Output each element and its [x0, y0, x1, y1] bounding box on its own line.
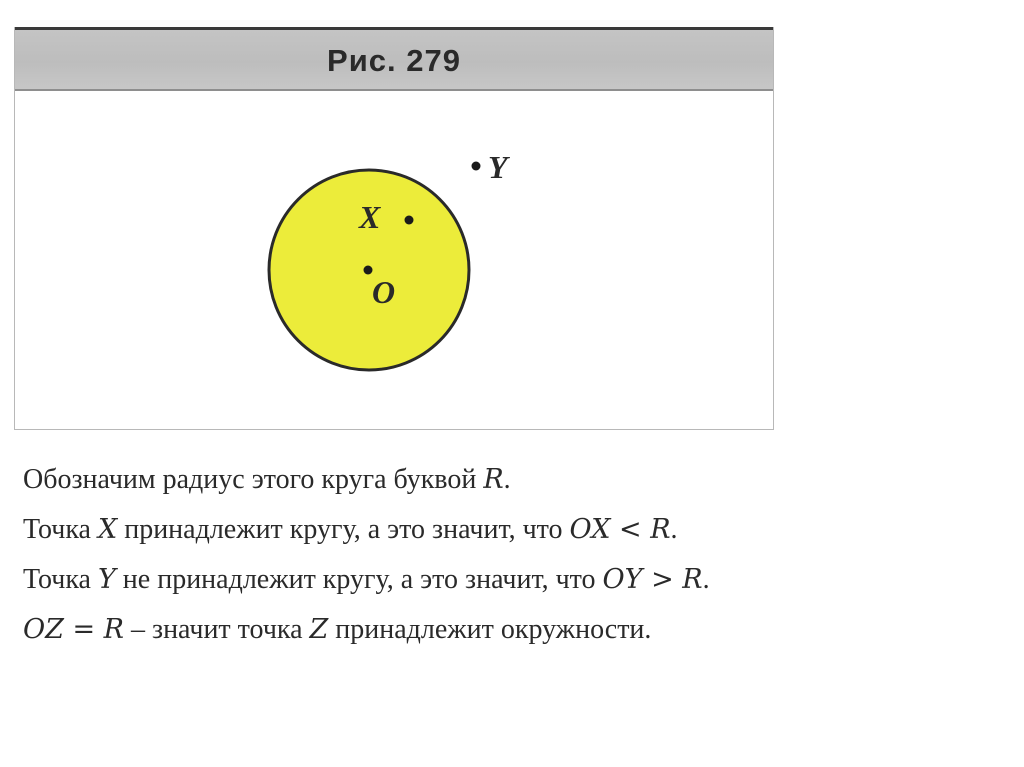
text-line-1 [23, 455, 1003, 505]
text-line-2-end: . [670, 514, 678, 545]
point-x-label: X [359, 199, 381, 235]
math-oz-equals-r: OZ = R [23, 614, 125, 645]
point-o-label: O [372, 274, 396, 310]
math-r: R [483, 464, 504, 495]
text-line-2 [23, 505, 1003, 555]
math-z: Z [309, 614, 329, 645]
text-line-3-end: . [702, 564, 710, 595]
figure-frame [14, 27, 774, 430]
math-oy-greater-r: OY > R [602, 564, 703, 595]
figure-caption: Рис. 279 [327, 43, 461, 78]
text-line-2-middle: принадлежит кругу, а это значит, что [117, 514, 570, 545]
text-line-3-part: Точка [23, 564, 98, 595]
text-line-3 [23, 555, 1003, 605]
point-y-label: Y [488, 149, 508, 185]
circle-figure [15, 27, 773, 429]
text-line-1-end: . [503, 464, 511, 495]
point-x [405, 216, 414, 225]
text-line-3-middle: не принадлежит кругу, а это значит, что [115, 564, 603, 595]
text-line-4-middle: – значит точка [124, 614, 310, 645]
text-line-4 [23, 605, 1003, 655]
math-x: X [97, 514, 118, 545]
point-y [472, 162, 481, 171]
text-line-2-part: Точка [23, 514, 98, 545]
math-y: Y [97, 564, 116, 595]
explanation-text [23, 455, 1003, 655]
text-line-1-part: Обозначим радиус этого круга буквой [23, 464, 484, 495]
text-line-4-end: принадлежит окружности. [328, 614, 652, 645]
math-ox-less-r: OX < R [569, 514, 671, 545]
